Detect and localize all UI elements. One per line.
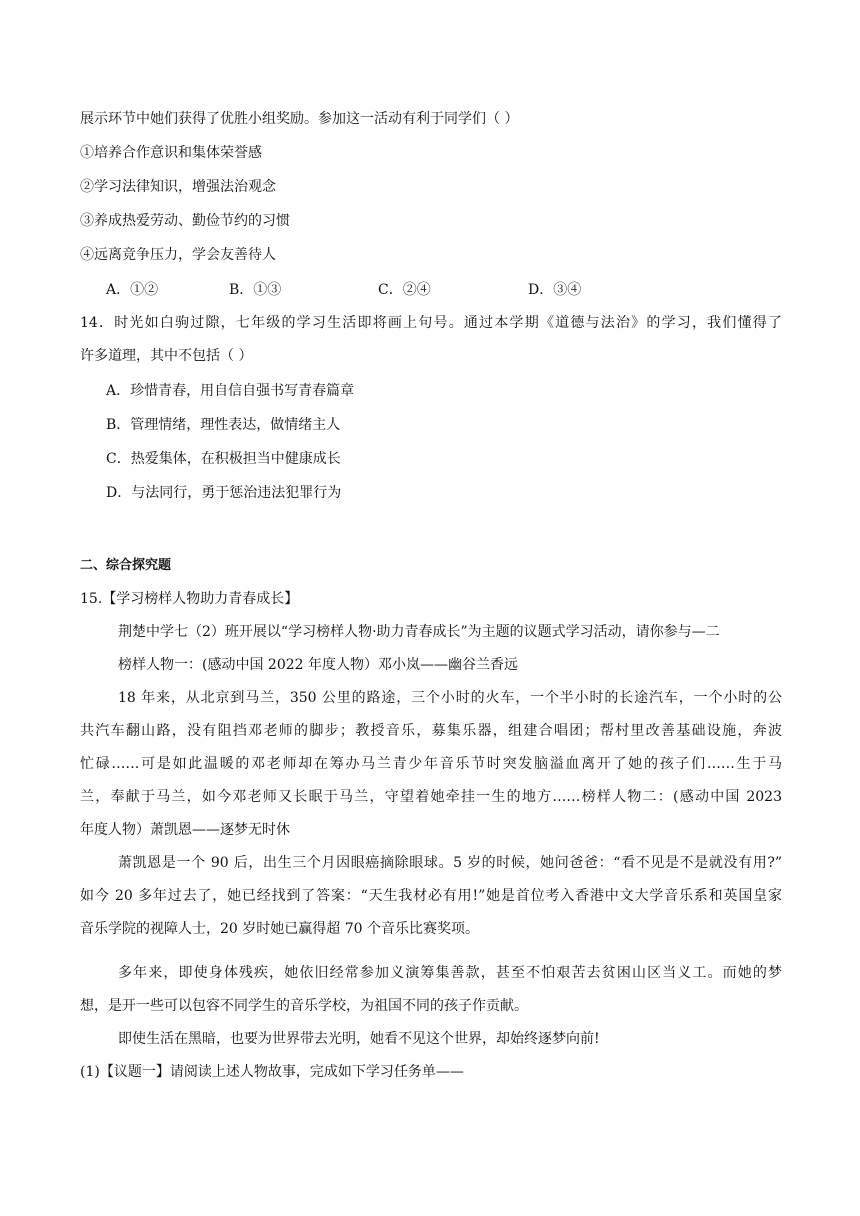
q13-item-1: ①培养合作意识和集体荣誉感 xyxy=(80,145,262,161)
q15-heading: 15.【学习榜样人物助力青春成长】 xyxy=(80,591,299,607)
q14-option-b: B．管理情绪，理性表达，做情绪主人 xyxy=(106,417,341,433)
q15-para4: 即使生活在黑暗，也要为世界带去光明，她看不见这个世界，却始终逐梦向前! xyxy=(118,1031,600,1047)
q15-para3-line-2: 想，是开一些可以包容不同学生的音乐学校，为祖国不同的孩子作贡献。 xyxy=(80,998,528,1014)
q14-stem-line-2: 许多道理，其中不包括（ ） xyxy=(80,348,253,364)
q15-model1-title: 榜样人物一：(感动中国 2022 年度人物）邓小岚——幽谷兰香远 xyxy=(118,657,518,673)
section-title: 二、综合探究题 xyxy=(80,558,172,573)
q13-choice-a: A．①② xyxy=(106,282,159,298)
q15-para1-line-5: 年度人物）萧凯恩——逐梦无时休 xyxy=(80,822,290,838)
q15-para1-line-1: 18 年来，从北京到马兰，350 公里的路途，三个小时的火车，一个半小时的长途汽车，一个小时的公 xyxy=(118,690,782,706)
q15-para1-line-4: 兰，奉献于马兰，如今邓老师又长眠于马兰，守望着她牵挂一生的地方……榜样人物二：(感动中国 2023 xyxy=(80,789,782,805)
q13-choice-c: C．②④ xyxy=(378,282,431,298)
q13-item-2: ②学习法律知识，增强法治观念 xyxy=(80,179,276,195)
q14-option-d: D．与法同行，勇于惩治违法犯罪行为 xyxy=(106,485,342,501)
q13-choice-b: B．①③ xyxy=(229,282,282,298)
q15-para2-line-1: 萧凯恩是一个 90 后，出生三个月因眼癌摘除眼球。5 岁的时候，她问爸爸：“看不见是不是就没有用?” xyxy=(118,855,782,871)
q13-choice-d: D．③④ xyxy=(528,282,582,298)
q14-option-c: C．热爱集体，在积极担当中健康成长 xyxy=(106,451,341,467)
q15-para1-line-3: 忙碌……可是如此温暖的邓老师却在筹办马兰青少年音乐节时突发脑溢血离开了她的孩子们……生于马 xyxy=(80,756,782,772)
q15-sub-question-1: (1)【议题一】请阅读上述人物故事，完成如下学习任务单—— xyxy=(80,1064,464,1080)
q13-item-3: ③养成热爱劳动、勤俭节约的习惯 xyxy=(80,213,290,229)
q15-intro: 荆楚中学七（2）班开展以“学习榜样人物·助力青春成长”为主题的议题式学习活动，请你参与—二 xyxy=(118,624,720,640)
q14-option-a: A．珍惜青春，用自信自强书写青春篇章 xyxy=(106,383,355,399)
q15-para3-line-1: 多年来，即使身体残疾，她依旧经常参加义演筹集善款，甚至不怕艰苦去贫困山区当义工。而她的梦 xyxy=(118,965,782,981)
q15-para1-line-2: 共汽车翻山路，没有阻挡邓老师的脚步；教授音乐，募集乐器，组建合唱团；帮村里改善基础设施，奔波 xyxy=(80,723,782,739)
q13-stem: 展示环节中她们获得了优胜小组奖励。参加这一活动有利于同学们（ ） xyxy=(80,111,519,127)
q15-para2-line-3: 音乐学院的视障人士，20 岁时她已赢得超 70 个音乐比赛奖项。 xyxy=(80,921,479,937)
q13-item-4: ④远离竞争压力，学会友善待人 xyxy=(80,247,276,263)
q15-para2-line-2: 如今 20 多年过去了，她已经找到了答案：“天生我材必有用!”她是首位考入香港中文大学音乐系和英国皇家 xyxy=(80,888,782,904)
q14-stem-line-1: 14．时光如白驹过隙，七年级的学习生活即将画上句号。通过本学期《道德与法治》的学习，我们懂得了 xyxy=(80,315,782,331)
